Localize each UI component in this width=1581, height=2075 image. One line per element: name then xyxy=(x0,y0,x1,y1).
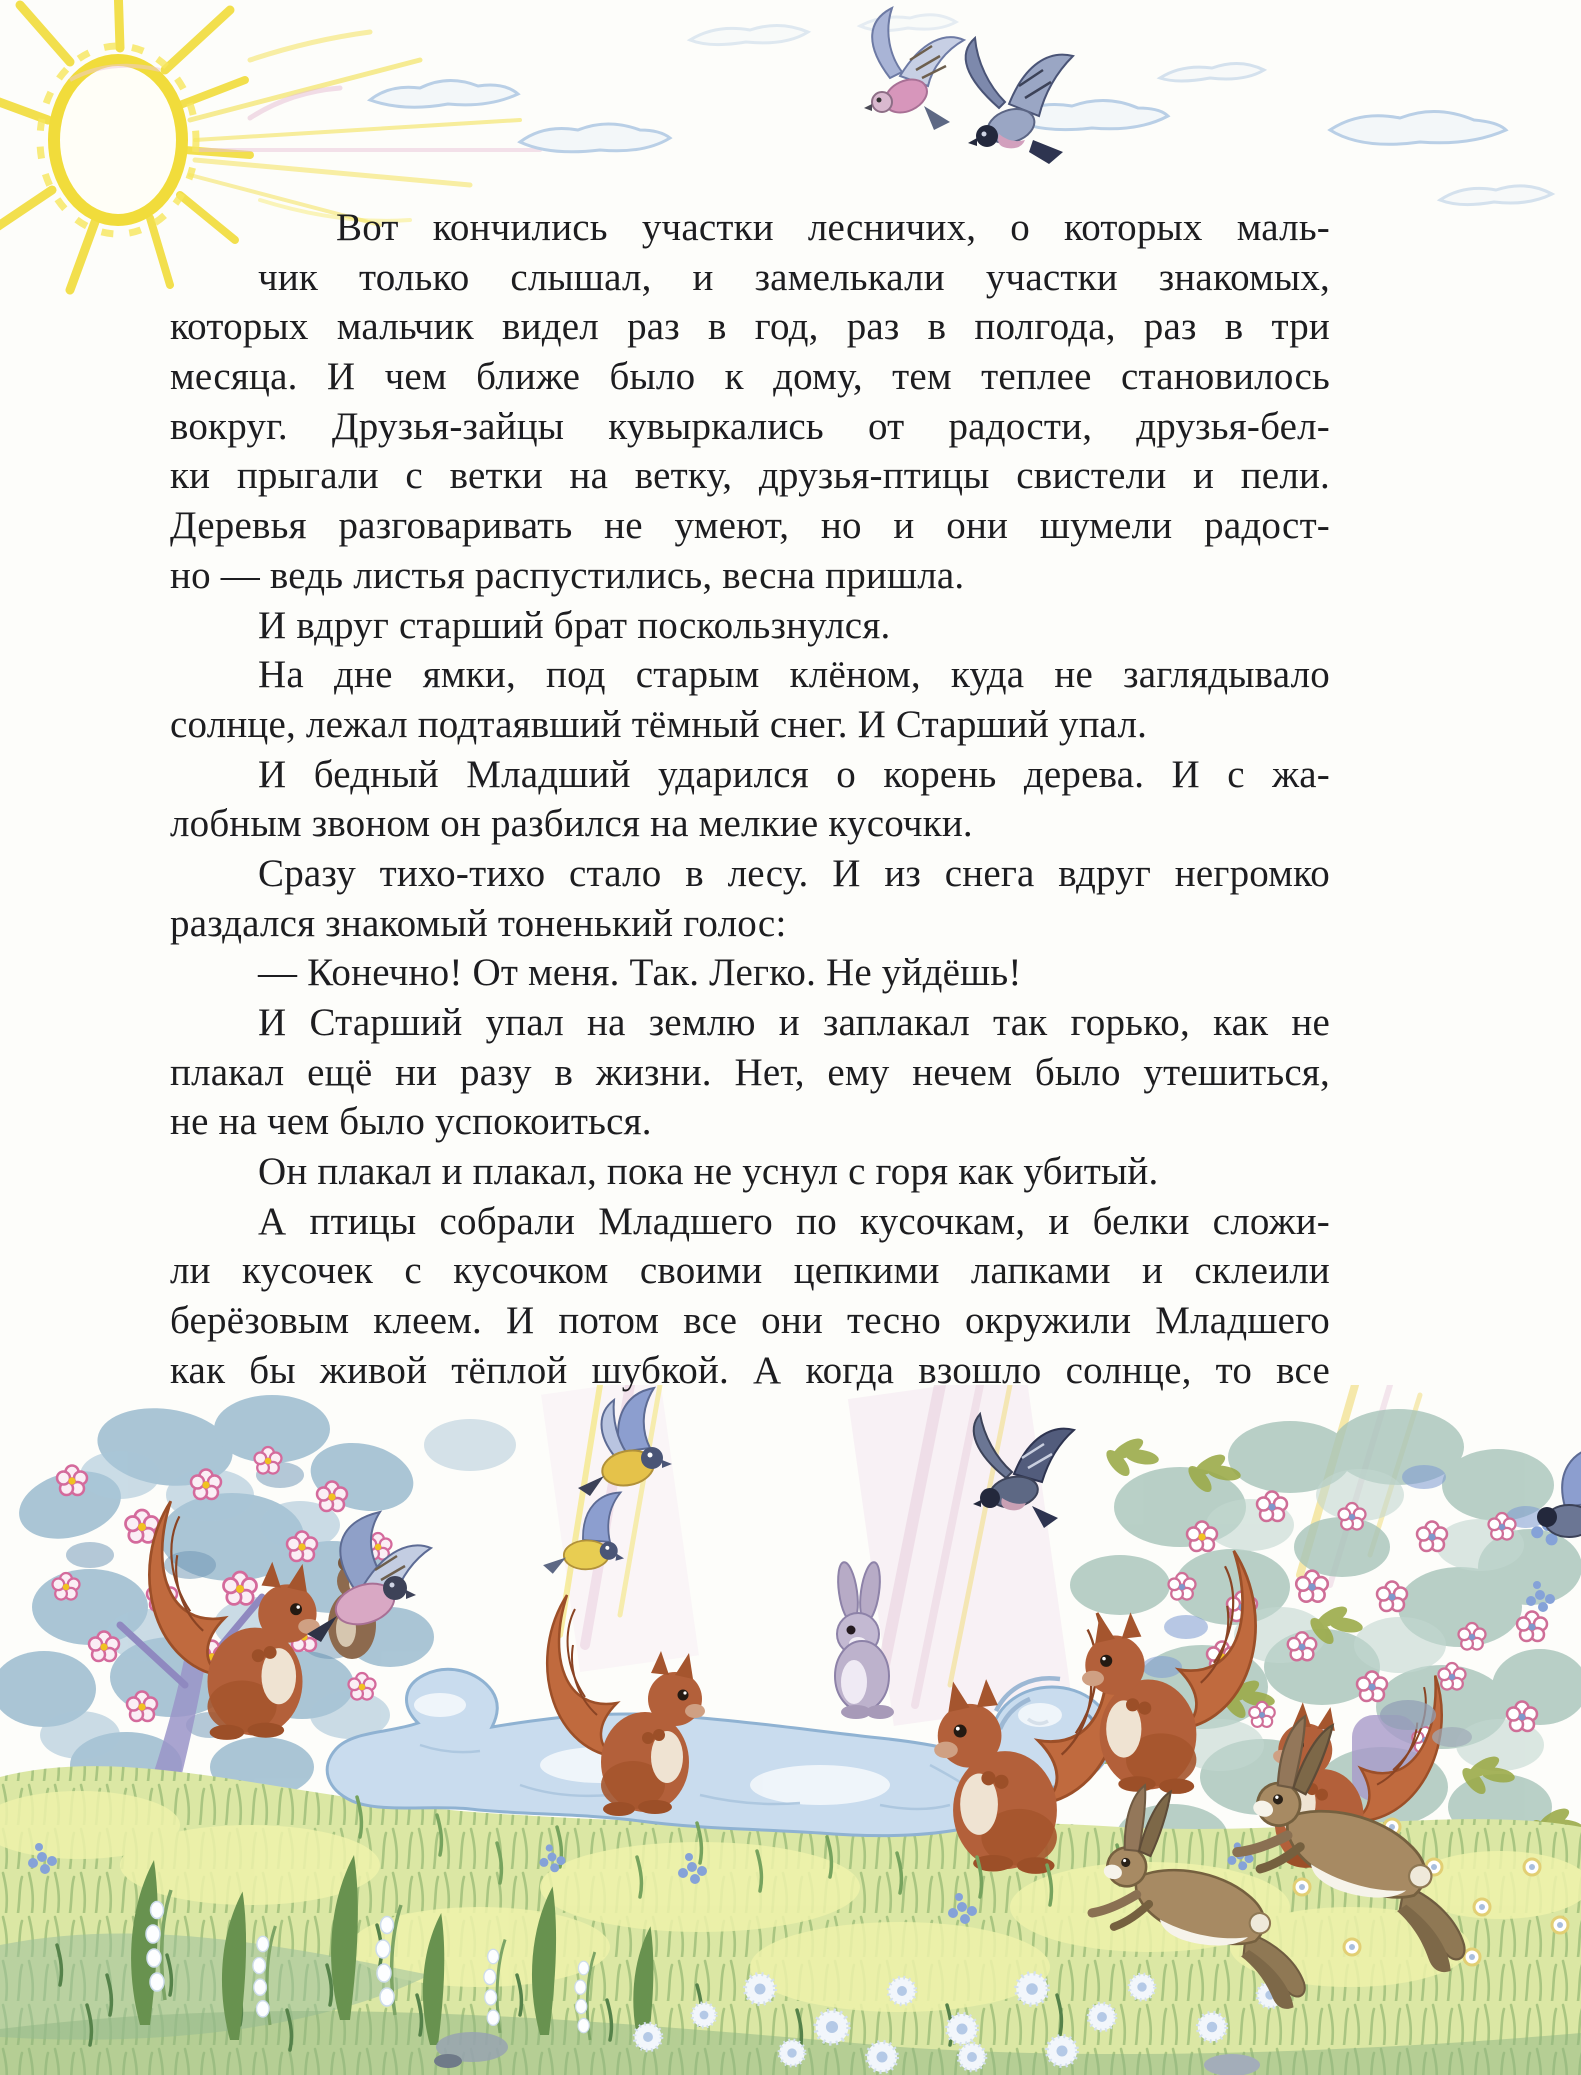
text-line: Он плакал и плакал, пока не уснул с горя как убитый. xyxy=(258,1150,1159,1194)
text-line: как бы живой тёплой шубкой. А когда взошло солнце, то все xyxy=(170,1348,1330,1392)
text-line: И Старший упал на землю и заплакал так горько, как не xyxy=(258,1001,1330,1044)
text-line: которых мальчик видел раз в год, раз в полгода, раз в три xyxy=(170,305,1330,349)
text-line: И вдруг старший брат поскользнулся. xyxy=(258,603,891,647)
story-text xyxy=(170,203,1330,1396)
text-line: плакал ещё ни разу в жизни. Нет, ему нечем было утешиться, xyxy=(170,1050,1330,1094)
text-line: чик только слышал, и замелькали участки знакомых, xyxy=(258,255,1330,299)
text-line: вокруг. Друзья-зайцы кувыркались от радости, друзья-бел- xyxy=(170,404,1330,448)
text-line: но — ведь листья распустились, весна пришла. xyxy=(170,553,965,597)
text-line: Сразу тихо-тихо стало в лесу. И из снега вдруг негромко xyxy=(258,851,1330,895)
text-line: солнце, лежал подтаявший тёмный снег. И Старший упал. xyxy=(170,702,1148,746)
cloud-drawing xyxy=(370,15,1552,205)
text-line: На дне ямки, под старым клёном, куда не заглядывало xyxy=(258,653,1330,697)
text-line: не на чем было успокоиться. xyxy=(170,1100,652,1144)
text-line: лобным звоном он разбился на мелкие кусочки. xyxy=(170,802,973,846)
text-line: — Конечно! От меня. Так. Легко. Не уйдёшь! xyxy=(258,951,1022,995)
text-line: А птицы собрали Младшего по кусочкам, и белки сложи- xyxy=(258,1199,1330,1243)
bottom-illustration xyxy=(0,1385,1581,2075)
text-line: раздался знакомый тоненький голос: xyxy=(170,901,787,945)
text-line: ки прыгали с ветки на ветку, друзья-птицы свистели и пели. xyxy=(170,454,1330,498)
text-line: Вот кончились участки лесничих, о которых маль- xyxy=(336,206,1330,249)
text-line: месяца. И чем ближе было к дому, тем теплее становилось xyxy=(170,355,1330,399)
text-line: Деревья разговаривать не умеют, но и они шумели радост- xyxy=(170,504,1330,548)
text-line: ли кусочек с кусочком своими цепкими лапками и склеили xyxy=(170,1249,1330,1293)
text-line: И бедный Младший ударился о корень дерева. И с жа- xyxy=(258,752,1330,796)
text-line: берёзовым клеем. И потом все они тесно окружили Младшего xyxy=(170,1299,1330,1343)
